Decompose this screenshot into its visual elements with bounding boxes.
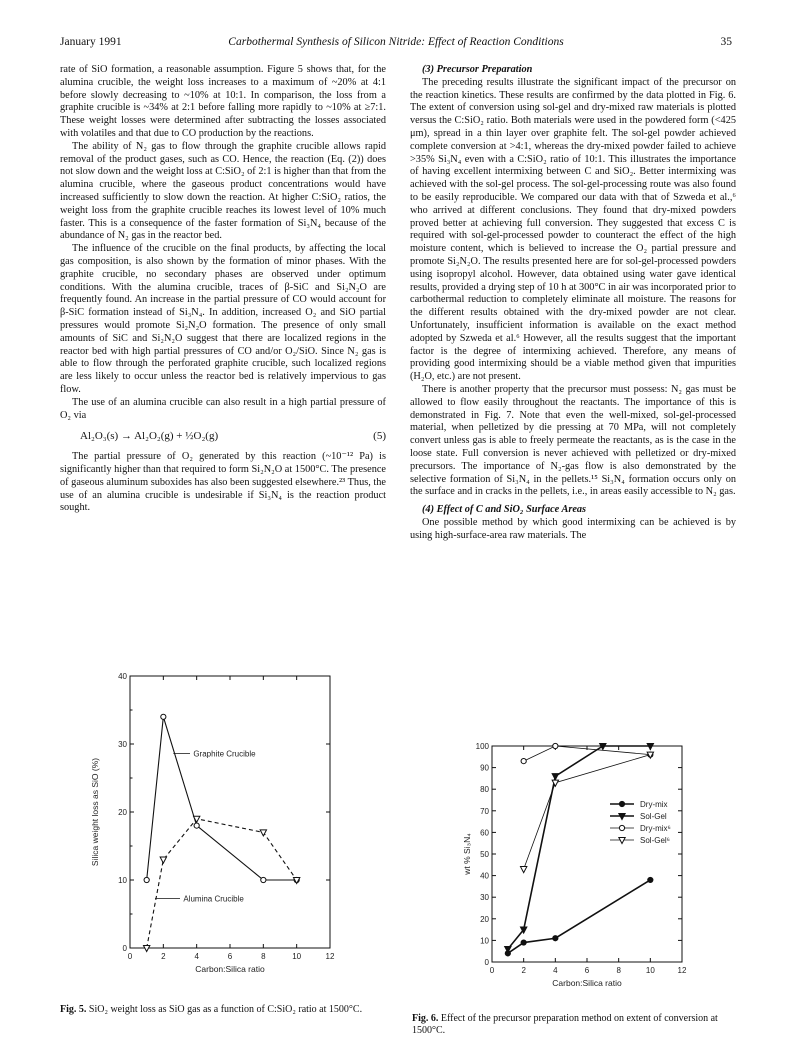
x-tick-label: 12 bbox=[677, 966, 687, 975]
data-point-series-0 bbox=[161, 714, 166, 719]
y-axis-label: Silica weight loss as SiO (%) bbox=[90, 757, 100, 867]
y-axis-label: wt % Si₃N₄ bbox=[462, 833, 472, 875]
series-line-0 bbox=[508, 880, 651, 953]
series-line-1 bbox=[147, 819, 297, 948]
x-axis-label: Carbon:Silica ratio bbox=[195, 964, 265, 974]
section-4-heading: (4) Effect of C and SiO₂ Surface Areas bbox=[422, 504, 587, 516]
y-tick-label: 20 bbox=[118, 808, 127, 817]
data-point-series-1 bbox=[160, 857, 166, 863]
series-line-0 bbox=[147, 717, 297, 880]
figure-6 bbox=[412, 740, 712, 1010]
data-point-series-0 bbox=[144, 877, 149, 882]
section-3-heading: (3) Precursor Preparation bbox=[422, 64, 533, 75]
x-tick-label: 4 bbox=[194, 952, 199, 961]
legend-marker-2 bbox=[619, 825, 624, 830]
figure-5-chart bbox=[60, 668, 360, 998]
data-point-series-0 bbox=[261, 877, 266, 882]
figure-5-caption bbox=[60, 1004, 380, 1016]
y-tick-label: 30 bbox=[480, 893, 489, 903]
y-tick-label: 30 bbox=[118, 740, 127, 749]
figure-6-caption bbox=[412, 1013, 737, 1037]
plot-frame bbox=[492, 746, 682, 962]
right-column bbox=[410, 64, 736, 542]
data-point-series-0 bbox=[521, 940, 526, 945]
left-paragraph-2: The ability of N₂ gas to flow through the graphite crucible allows rapid removal of the product gases, such as CO. Hence, the reaction (Eq. (2)) does not slow down and the weight loss at C:SiO₂ of 2:1 is higher than that from the alumina crucible, where the gaseous product concentrations would have increased sufficiently to slow down the reaction. At higher C:SiO₂ ratios, the weight loss from the graphite crucible reaches its lowest level of 10% much faster. This is a consequence of the faster formation of Si₃N₄ because of the abundance of N₂ gas in the reactor bed. bbox=[60, 140, 386, 242]
x-tick-label: 0 bbox=[489, 966, 495, 975]
x-tick-label: 10 bbox=[292, 952, 302, 961]
legend-label-2: Dry-mix⁶ bbox=[640, 824, 671, 833]
y-tick-label: 20 bbox=[480, 914, 489, 924]
left-column bbox=[60, 64, 386, 515]
right-paragraph-3: One possible method by which good intermixing can be achieved is by using high-surface-area raw materials. The bbox=[410, 516, 736, 541]
figure-5 bbox=[60, 668, 360, 998]
page-number: 35 bbox=[720, 36, 732, 48]
y-tick-label: 90 bbox=[480, 763, 489, 773]
y-tick-label: 10 bbox=[118, 876, 127, 885]
x-tick-label: 12 bbox=[325, 952, 335, 961]
left-paragraph-4: The use of an alumina crucible can also result in a high partial pressure of O₂ via bbox=[60, 396, 386, 421]
figure-6-caption-label: Fig. 6. bbox=[412, 1013, 439, 1024]
x-axis-label: Carbon:Silica ratio bbox=[552, 978, 622, 988]
y-tick-label: 80 bbox=[480, 785, 489, 795]
equation-5 bbox=[60, 422, 386, 451]
header-date: January 1991 bbox=[60, 36, 122, 48]
x-tick-label: 6 bbox=[584, 966, 590, 975]
right-paragraph-2: There is another property that the precursor must possess: N₂ gas must be allowed to flow easily throughout the reactants. The importance of this is demonstrated in Fig. 7. Note that even the well-mixed, sol-gel-processed material, when pelletized by die pressing at 70 MPa, will not completely convert unless gas is able to freely permeate the reactants, as is the case in the loose state. Full conversion is never achieved with pelletized or dry-mixed precursors. The importance of N₂-gas flow is also demonstrated by the selective formation of Si₃N₄ in the pellets.¹⁵ Si₃N₄ formation occurs only on the surface and in cracks in the pellets, i.e., in areas easily accessible to N₂ gas. bbox=[410, 383, 736, 498]
data-point-series-0 bbox=[648, 877, 653, 882]
x-tick-label: 6 bbox=[227, 952, 233, 961]
equation-body: Al₂O₃(s) → Al₂O₂(g) + ½O₂(g) bbox=[80, 430, 219, 443]
series-line-3 bbox=[524, 755, 651, 869]
y-tick-label: 50 bbox=[480, 850, 489, 859]
equation-number: (5) bbox=[373, 430, 386, 443]
figure-6-caption-text: Effect of the precursor preparation method on extent of conversion at 1500°C. bbox=[412, 1013, 718, 1036]
y-tick-label: 40 bbox=[118, 672, 127, 681]
x-tick-label: 8 bbox=[616, 966, 621, 975]
y-tick-label: 10 bbox=[480, 936, 489, 946]
legend-label-0: Dry-mix bbox=[640, 800, 668, 809]
y-tick-label: 70 bbox=[480, 806, 489, 816]
figure-5-caption-text: SiO₂ weight loss as SiO gas as a function of C:SiO₂ ratio at 1500°C. bbox=[88, 1004, 363, 1015]
data-point-series-1 bbox=[552, 774, 558, 780]
data-point-series-3 bbox=[520, 867, 526, 873]
data-point-series-1 bbox=[260, 830, 266, 836]
right-paragraph-1: The preceding results illustrate the significant impact of the precursor on the reaction kinetics. These results are confirmed by the data plotted in Fig. 6. The extent of conversion using sol-gel and dry-mixed raw materials is plotted versus the C:SiO₂ ratio. Both materials were used in the powdered form (<425 μm), spread in a thin layer over graphite felt. The sol-gel powder achieved complete conversion at >4:1, whereas the dry-mixed powder failed to achieve >35% Si₃N₄ even with a C:SiO₂ ratio of 10:1. This illustrates the importance of having excellent intermixing between C and SiO₂. Better intermixing was achieved with the sol-gel process. The sol-gel-processing route was also found to be easily reproducible. We compared our data with that of Szweda et al.,⁶ who arrived at different conclusions. They found that dry-mixed powders proved better at achieving full conversion. They suggested that excess C is required with sol-gel-processed powder to counteract the effect of the high moisture content, which is believed to increase the O₂ partial pressure and promote Si₂N₂O. The results presented here are for sol-gel-processed powders using isopropyl alcohol. However, data obtained using water gave identical results, provided a drying step of 10 h at 300°C in air was incorporated prior to carbothermal reduction to completely eliminate all moisture. The reasons for the different results obtained with the dry-mixed powder are not clear. Unfortunately, insufficient information is available on the exact method adopted by Szweda et al.⁶ However, all the results suggest that the important factor is the degree of intermixing achieved. Therefore, any means of providing good intermixing should be a viable method given that impurities (H₂O, etc.) are not present. bbox=[410, 76, 736, 383]
y-tick-label: 0 bbox=[484, 958, 489, 967]
data-point-series-0 bbox=[194, 823, 199, 828]
x-tick-label: 8 bbox=[261, 952, 266, 961]
left-paragraph-3: The influence of the crucible on the final products, by affecting the local gas composition, is also shown by the formation of minor phases. With the graphite crucible, no secondary phases are observed under optimum conditions. With the alumina crucible, traces of β-SiC and Si₂N₂O are frequently found. An increase in the partial pressure of CO would account for β-SiC formation instead of Si₃N₄. In addition, increased O₂ and SiO partial pressures would promote Si₂N₂O formation. The presence of only small amounts of SiC and Si₂N₂O suggest that there are localized regions in the reactor bed with high partial pressures of CO and/or O₂/SiO. Since N₂ gas is able to flow through the perforated graphite crucible, such localized regions are less likely to occur unless the reactor bed is relatively impervious to gas flow. bbox=[60, 243, 386, 395]
data-point-series-2 bbox=[521, 759, 526, 764]
x-tick-label: 10 bbox=[645, 966, 655, 975]
graphite-label: Graphite Crucible bbox=[193, 749, 256, 759]
legend-marker-0 bbox=[619, 801, 624, 806]
plot-frame bbox=[130, 676, 330, 948]
y-tick-label: 100 bbox=[475, 742, 489, 751]
x-tick-label: 0 bbox=[127, 952, 133, 961]
legend-marker-3 bbox=[619, 837, 625, 843]
alumina-label: Alumina Crucible bbox=[183, 894, 244, 904]
data-point-series-2 bbox=[553, 743, 558, 748]
header-title: Carbothermal Synthesis of Silicon Nitride: Effect of Reaction Conditions bbox=[228, 36, 564, 48]
series-line-1 bbox=[508, 746, 651, 949]
left-paragraph-1: rate of SiO formation, a reasonable assumption. Figure 5 shows that, for the alumina crucible, the weight loss increases to a maximum of ~20% at 4:1 before slowly decreasing to ~10% at 10:1. In comparison, the loss from a graphite crucible is ~34% at 2:1 before falling more rapidly to ~10% at ≥7:1. These weight losses were determined after subtracting the losses associated with volatiles and that due to CO production by the reactions. bbox=[60, 64, 386, 139]
x-tick-label: 4 bbox=[553, 966, 558, 975]
y-tick-label: 40 bbox=[480, 871, 489, 881]
figure-5-caption-label: Fig. 5. bbox=[60, 1004, 87, 1015]
x-tick-label: 2 bbox=[521, 966, 526, 975]
x-tick-label: 2 bbox=[161, 952, 166, 961]
y-tick-label: 60 bbox=[480, 828, 489, 838]
legend-label-1: Sol-Gel bbox=[640, 812, 667, 821]
y-tick-label: 0 bbox=[122, 944, 127, 953]
page-header bbox=[60, 36, 732, 52]
figure-6-chart bbox=[412, 740, 712, 1010]
legend-label-3: Sol-Gel⁶ bbox=[640, 836, 670, 845]
data-point-series-0 bbox=[553, 936, 558, 941]
left-paragraph-5: The partial pressure of O₂ generated by this reaction (~10⁻¹² Pa) is significantly higher than that required to form Si₂N₂O at 1500°C. The presence of gaseous aluminum suboxides has also been suggested elsewhere.²³ Thus, the use of an alumina crucible is undesirable if Si₃N₄ is the reaction product sought. bbox=[60, 451, 386, 514]
